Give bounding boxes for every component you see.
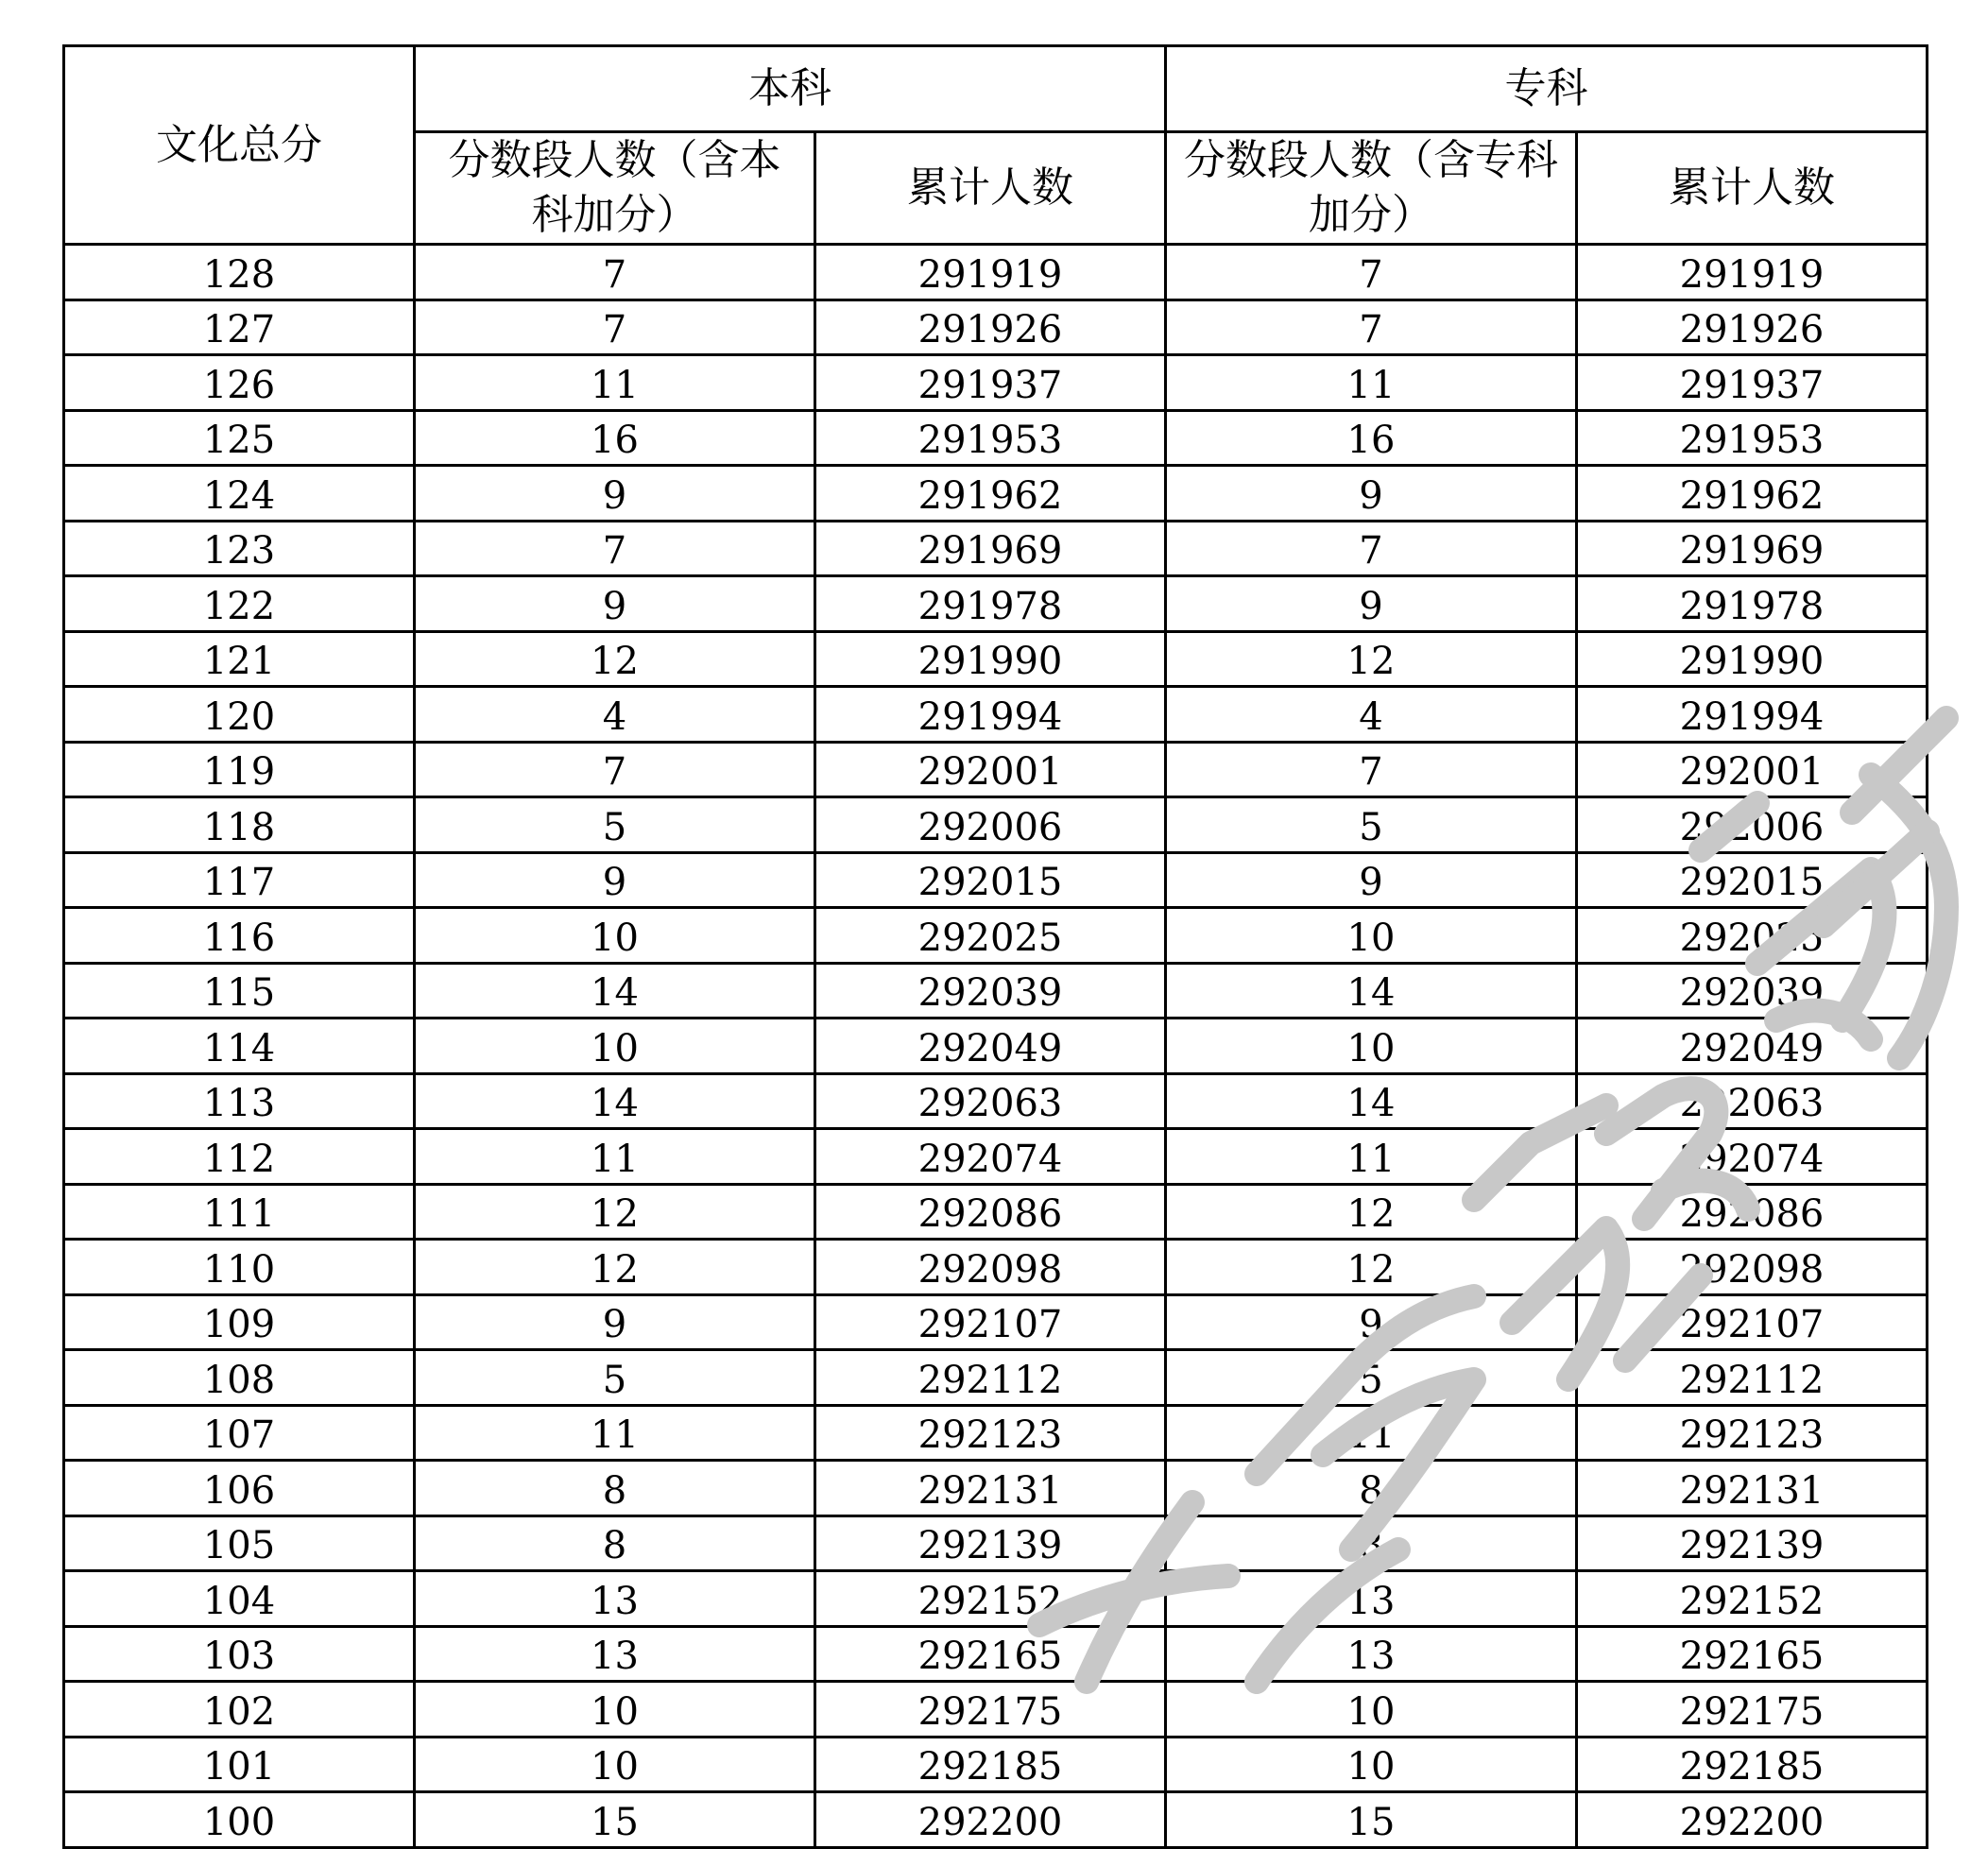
table-row xyxy=(64,410,1928,466)
benke-cumulative-cell: 291937 xyxy=(815,355,1166,411)
benke-cumulative-cell: 292185 xyxy=(815,1737,1166,1792)
score-cell: 122 xyxy=(64,576,415,632)
benke-count-cell: 10 xyxy=(415,1019,815,1074)
zhuanke-count-cell: 7 xyxy=(1166,245,1577,300)
zhuanke-cumulative-cell: 291978 xyxy=(1577,576,1928,632)
score-cell: 112 xyxy=(64,1129,415,1185)
zhuanke-count-cell: 9 xyxy=(1166,576,1577,632)
table-row xyxy=(64,1626,1928,1682)
benke-count-cell: 4 xyxy=(415,687,815,743)
header-benke-count-cell xyxy=(415,132,815,245)
zhuanke-count-cell: 5 xyxy=(1166,1350,1577,1406)
benke-cumulative-cell: 292063 xyxy=(815,1073,1166,1129)
zhuanke-cumulative-cell: 292063 xyxy=(1577,1073,1928,1129)
zhuanke-count-cell: 9 xyxy=(1166,1294,1577,1350)
score-cell: 103 xyxy=(64,1626,415,1682)
zhuanke-cumulative-cell: 291919 xyxy=(1577,245,1928,300)
benke-cumulative-cell: 292112 xyxy=(815,1350,1166,1406)
benke-count-cell: 7 xyxy=(415,521,815,576)
benke-count-cell: 10 xyxy=(415,1737,815,1792)
score-cell: 108 xyxy=(64,1350,415,1406)
benke-count-cell: 13 xyxy=(415,1626,815,1682)
zhuanke-cumulative-cell: 292200 xyxy=(1577,1792,1928,1848)
table-row xyxy=(64,466,1928,522)
table-row xyxy=(64,576,1928,632)
zhuanke-cumulative-cell: 292001 xyxy=(1577,742,1928,797)
zhuanke-cumulative-cell: 291962 xyxy=(1577,466,1928,522)
benke-count-cell: 8 xyxy=(415,1461,815,1516)
zhuanke-cumulative-cell: 291990 xyxy=(1577,631,1928,687)
table-row xyxy=(64,521,1928,576)
benke-cumulative-cell: 292139 xyxy=(815,1515,1166,1571)
header-benke-count: 分数段人数（含本科加分） xyxy=(448,136,781,239)
benke-cumulative-cell: 291978 xyxy=(815,576,1166,632)
benke-count-cell: 12 xyxy=(415,631,815,687)
table-row xyxy=(64,963,1928,1019)
benke-cumulative-cell: 292049 xyxy=(815,1019,1166,1074)
zhuanke-cumulative-cell: 292152 xyxy=(1577,1571,1928,1627)
benke-cumulative-cell: 291926 xyxy=(815,300,1166,355)
benke-cumulative-cell: 291953 xyxy=(815,410,1166,466)
zhuanke-count-cell: 12 xyxy=(1166,1240,1577,1295)
benke-count-cell: 7 xyxy=(415,742,815,797)
zhuanke-count-cell: 11 xyxy=(1166,1129,1577,1185)
benke-cumulative-cell: 292039 xyxy=(815,963,1166,1019)
table-row xyxy=(64,687,1928,743)
zhuanke-count-cell: 8 xyxy=(1166,1515,1577,1571)
zhuanke-count-cell: 10 xyxy=(1166,908,1577,964)
benke-count-cell: 5 xyxy=(415,797,815,853)
score-cell: 110 xyxy=(64,1240,415,1295)
table-body xyxy=(64,245,1928,1848)
table-row xyxy=(64,245,1928,300)
benke-count-cell: 9 xyxy=(415,852,815,908)
zhuanke-count-cell: 7 xyxy=(1166,742,1577,797)
score-cell: 107 xyxy=(64,1405,415,1461)
benke-cumulative-cell: 292152 xyxy=(815,1571,1166,1627)
table-row xyxy=(64,742,1928,797)
zhuanke-count-cell: 10 xyxy=(1166,1019,1577,1074)
table-row xyxy=(64,1019,1928,1074)
benke-count-cell: 7 xyxy=(415,300,815,355)
header-row-top xyxy=(64,46,1928,132)
benke-cumulative-cell: 292175 xyxy=(815,1682,1166,1738)
zhuanke-cumulative-cell: 292131 xyxy=(1577,1461,1928,1516)
benke-cumulative-cell: 292200 xyxy=(815,1792,1166,1848)
benke-count-cell: 8 xyxy=(415,1515,815,1571)
benke-count-cell: 9 xyxy=(415,466,815,522)
zhuanke-count-cell: 7 xyxy=(1166,521,1577,576)
zhuanke-count-cell: 11 xyxy=(1166,1405,1577,1461)
benke-count-cell: 12 xyxy=(415,1240,815,1295)
table-row xyxy=(64,1405,1928,1461)
zhuanke-count-cell: 13 xyxy=(1166,1626,1577,1682)
header-benke-cumulative: 累计人数 xyxy=(815,132,1166,245)
benke-count-cell: 13 xyxy=(415,1571,815,1627)
score-cell: 124 xyxy=(64,466,415,522)
table-row xyxy=(64,1294,1928,1350)
zhuanke-cumulative-cell: 291969 xyxy=(1577,521,1928,576)
score-cell: 100 xyxy=(64,1792,415,1848)
header-zhuanke: 专科 xyxy=(1166,46,1928,132)
zhuanke-cumulative-cell: 291937 xyxy=(1577,355,1928,411)
table-row xyxy=(64,852,1928,908)
zhuanke-cumulative-cell: 291953 xyxy=(1577,410,1928,466)
benke-cumulative-cell: 292006 xyxy=(815,797,1166,853)
benke-count-cell: 15 xyxy=(415,1792,815,1848)
zhuanke-cumulative-cell: 292185 xyxy=(1577,1737,1928,1792)
zhuanke-count-cell: 7 xyxy=(1166,300,1577,355)
score-cell: 116 xyxy=(64,908,415,964)
benke-count-cell: 10 xyxy=(415,1682,815,1738)
zhuanke-count-cell: 15 xyxy=(1166,1792,1577,1848)
benke-count-cell: 10 xyxy=(415,908,815,964)
score-cell: 114 xyxy=(64,1019,415,1074)
score-cell: 126 xyxy=(64,355,415,411)
table-row xyxy=(64,908,1928,964)
benke-cumulative-cell: 291994 xyxy=(815,687,1166,743)
score-cell: 117 xyxy=(64,852,415,908)
table-row xyxy=(64,1737,1928,1792)
zhuanke-count-cell: 4 xyxy=(1166,687,1577,743)
benke-cumulative-cell: 292107 xyxy=(815,1294,1166,1350)
score-cell: 106 xyxy=(64,1461,415,1516)
zhuanke-count-cell: 9 xyxy=(1166,466,1577,522)
header-zhuanke-cumulative: 累计人数 xyxy=(1577,132,1928,245)
header-zhuanke-count: 分数段人数（含专科加分） xyxy=(1184,136,1558,239)
zhuanke-cumulative-cell: 292123 xyxy=(1577,1405,1928,1461)
score-cell: 118 xyxy=(64,797,415,853)
benke-cumulative-cell: 292015 xyxy=(815,852,1166,908)
benke-cumulative-cell: 291962 xyxy=(815,466,1166,522)
zhuanke-cumulative-cell: 291994 xyxy=(1577,687,1928,743)
score-cell: 120 xyxy=(64,687,415,743)
zhuanke-cumulative-cell: 292074 xyxy=(1577,1129,1928,1185)
benke-cumulative-cell: 291919 xyxy=(815,245,1166,300)
benke-count-cell: 7 xyxy=(415,245,815,300)
zhuanke-count-cell: 14 xyxy=(1166,1073,1577,1129)
benke-cumulative-cell: 292074 xyxy=(815,1129,1166,1185)
zhuanke-cumulative-cell: 291926 xyxy=(1577,300,1928,355)
score-cell: 101 xyxy=(64,1737,415,1792)
zhuanke-count-cell: 10 xyxy=(1166,1737,1577,1792)
zhuanke-cumulative-cell: 292049 xyxy=(1577,1019,1928,1074)
table-row xyxy=(64,797,1928,853)
zhuanke-cumulative-cell: 292107 xyxy=(1577,1294,1928,1350)
zhuanke-cumulative-cell: 292025 xyxy=(1577,908,1928,964)
score-cell: 102 xyxy=(64,1682,415,1738)
header-score: 文化总分 xyxy=(64,46,415,245)
benke-cumulative-cell: 292098 xyxy=(815,1240,1166,1295)
zhuanke-cumulative-cell: 292039 xyxy=(1577,963,1928,1019)
benke-count-cell: 11 xyxy=(415,355,815,411)
table-row xyxy=(64,1792,1928,1848)
table-row xyxy=(64,1515,1928,1571)
score-distribution-table xyxy=(62,44,1928,1849)
table-row xyxy=(64,300,1928,355)
score-cell: 104 xyxy=(64,1571,415,1627)
benke-count-cell: 14 xyxy=(415,1073,815,1129)
benke-cumulative-cell: 292086 xyxy=(815,1184,1166,1240)
zhuanke-count-cell: 16 xyxy=(1166,410,1577,466)
score-cell: 111 xyxy=(64,1184,415,1240)
benke-cumulative-cell: 291969 xyxy=(815,521,1166,576)
header-zhuanke-count-cell xyxy=(1166,132,1577,245)
zhuanke-cumulative-cell: 292015 xyxy=(1577,852,1928,908)
table-row xyxy=(64,1240,1928,1295)
benke-count-cell: 9 xyxy=(415,1294,815,1350)
zhuanke-cumulative-cell: 292165 xyxy=(1577,1626,1928,1682)
zhuanke-cumulative-cell: 292175 xyxy=(1577,1682,1928,1738)
zhuanke-count-cell: 11 xyxy=(1166,355,1577,411)
benke-count-cell: 12 xyxy=(415,1184,815,1240)
score-cell: 113 xyxy=(64,1073,415,1129)
benke-cumulative-cell: 291990 xyxy=(815,631,1166,687)
table-row xyxy=(64,1461,1928,1516)
score-cell: 128 xyxy=(64,245,415,300)
zhuanke-count-cell: 13 xyxy=(1166,1571,1577,1627)
zhuanke-count-cell: 8 xyxy=(1166,1461,1577,1516)
zhuanke-count-cell: 12 xyxy=(1166,1184,1577,1240)
benke-count-cell: 16 xyxy=(415,410,815,466)
table-row xyxy=(64,1682,1928,1738)
benke-cumulative-cell: 292165 xyxy=(815,1626,1166,1682)
benke-cumulative-cell: 292131 xyxy=(815,1461,1166,1516)
score-cell: 125 xyxy=(64,410,415,466)
zhuanke-count-cell: 12 xyxy=(1166,631,1577,687)
table-header xyxy=(64,46,1928,245)
score-cell: 105 xyxy=(64,1515,415,1571)
table-row xyxy=(64,1073,1928,1129)
benke-cumulative-cell: 292123 xyxy=(815,1405,1166,1461)
table-row xyxy=(64,1129,1928,1185)
zhuanke-cumulative-cell: 292112 xyxy=(1577,1350,1928,1406)
zhuanke-count-cell: 10 xyxy=(1166,1682,1577,1738)
table-row xyxy=(64,1184,1928,1240)
benke-count-cell: 5 xyxy=(415,1350,815,1406)
table-row xyxy=(64,1571,1928,1627)
benke-cumulative-cell: 292025 xyxy=(815,908,1166,964)
zhuanke-cumulative-cell: 292086 xyxy=(1577,1184,1928,1240)
zhuanke-count-cell: 14 xyxy=(1166,963,1577,1019)
benke-count-cell: 9 xyxy=(415,576,815,632)
zhuanke-cumulative-cell: 292098 xyxy=(1577,1240,1928,1295)
benke-cumulative-cell: 292001 xyxy=(815,742,1166,797)
score-cell: 127 xyxy=(64,300,415,355)
benke-count-cell: 11 xyxy=(415,1129,815,1185)
zhuanke-cumulative-cell: 292139 xyxy=(1577,1515,1928,1571)
table-row xyxy=(64,355,1928,411)
score-cell: 123 xyxy=(64,521,415,576)
zhuanke-count-cell: 9 xyxy=(1166,852,1577,908)
zhuanke-cumulative-cell: 292006 xyxy=(1577,797,1928,853)
score-cell: 115 xyxy=(64,963,415,1019)
benke-count-cell: 11 xyxy=(415,1405,815,1461)
zhuanke-count-cell: 5 xyxy=(1166,797,1577,853)
header-benke: 本科 xyxy=(415,46,1166,132)
table-row xyxy=(64,1350,1928,1406)
score-cell: 109 xyxy=(64,1294,415,1350)
table-row xyxy=(64,631,1928,687)
benke-count-cell: 14 xyxy=(415,963,815,1019)
score-cell: 119 xyxy=(64,742,415,797)
score-cell: 121 xyxy=(64,631,415,687)
